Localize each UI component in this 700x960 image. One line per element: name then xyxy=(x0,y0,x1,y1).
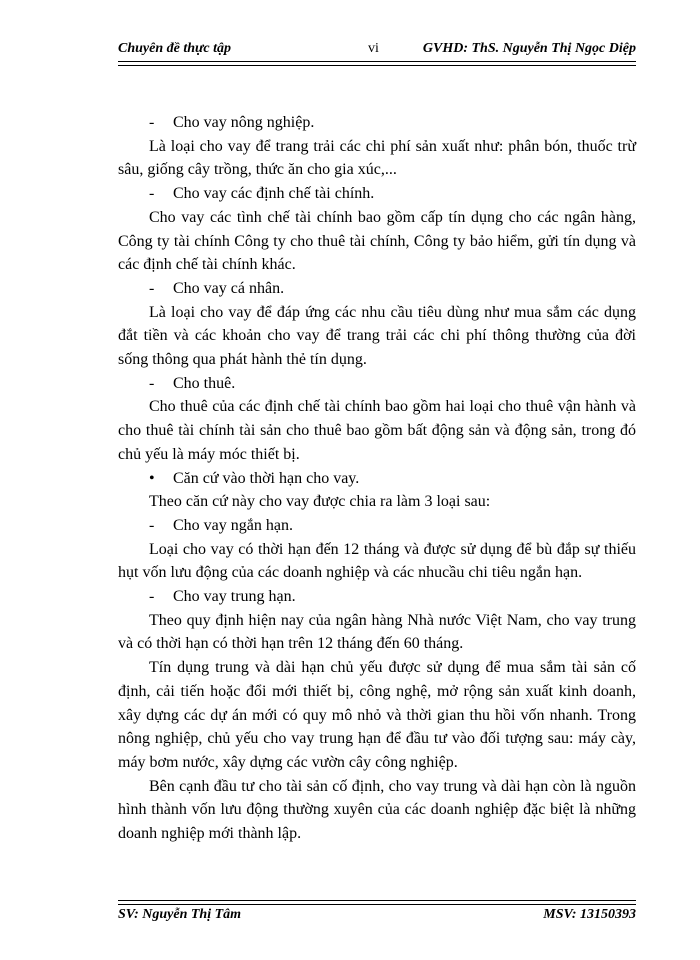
footer-student-name: SV: Nguyễn Thị Tâm xyxy=(118,907,242,922)
bullet-marker: • xyxy=(149,469,155,487)
page-header xyxy=(118,41,636,61)
body-paragraph: Theo căn cứ này cho vay được chia ra làm 3 loại sau: xyxy=(149,493,491,511)
header-supervisor: GVHD: ThS. Nguyễn Thị Ngọc Diệp xyxy=(422,41,636,56)
header-rule-bottom xyxy=(118,65,636,66)
document-body xyxy=(118,111,636,846)
dash-list-item xyxy=(118,182,636,206)
bullet-list-item xyxy=(118,467,636,491)
dash-list-item xyxy=(118,111,636,135)
list-item-text: Cho thuê. xyxy=(173,374,236,392)
footer-student-id: MSV: 13150393 xyxy=(543,907,636,922)
dash-list-item xyxy=(118,514,636,538)
page-footer xyxy=(118,907,636,927)
dash-marker: - xyxy=(149,279,155,297)
dash-list-item xyxy=(118,277,636,301)
dash-marker: - xyxy=(149,114,155,131)
body-paragraph: Là loại cho vay để trang trải các chi phí sản xuất như: phân bón, thuốc trừ sâu, giống cây trồng, thức ăn cho gia xúc,... xyxy=(118,137,636,179)
dash-marker: - xyxy=(149,588,155,606)
list-item-text: Cho vay trung hạn. xyxy=(173,588,296,606)
footer-rule-bottom xyxy=(118,904,636,905)
footer-rule-top xyxy=(118,900,636,901)
body-paragraph: Tín dụng trung và dài hạn chủ yếu được sử dụng để mua sắm tài sản cố định, cải tiến hoặc đổi mới thiết bị, công nghệ, mở rộng sản xuất kinh doanh, xây dựng các dự án mới có quy mô nhỏ và thời gian thu hồi vốn nhanh. Trong nông nghiệp, chủ yếu cho vay trung hạn để đầu tư vào đối tượng sau: máy cày, máy bơm nước, xây dựng các vườn cây công nghiệp. xyxy=(118,659,636,771)
page-number: vi xyxy=(368,41,379,56)
body-paragraph: Loại cho vay có thời hạn đến 12 tháng và được sử dụng để bù đắp sự thiếu hụt vốn lưu động của các doanh nghiệp và các nhucầu chi tiêu ngắn hạn. xyxy=(118,540,636,582)
dash-list-item xyxy=(118,372,636,396)
list-item-text: Cho vay các định chế tài chính. xyxy=(173,185,375,203)
list-item-text: Cho vay cá nhân. xyxy=(173,279,285,297)
dash-marker: - xyxy=(149,516,155,534)
dash-list-item xyxy=(118,585,636,609)
body-paragraph: Bên cạnh đầu tư cho tài sản cố định, cho vay trung và dài hạn còn là nguồn hình thành vốn lưu động thường xuyên của các doanh nghiệp đặc biệt là những doanh nghiệp mới thành lập. xyxy=(118,777,636,843)
dash-marker: - xyxy=(149,185,155,203)
dash-marker: - xyxy=(149,374,155,392)
body-paragraph: Là loại cho vay để đáp ứng các nhu cầu tiêu dùng như mua sắm các dụng đắt tiền và các khoản cho vay để trang trải các chi phí thông thường của đời sống thông qua phát hành thẻ tín dụng. xyxy=(118,303,636,369)
header-rule-top xyxy=(118,61,636,62)
header-document-title: Chuyên đề thực tập xyxy=(118,41,232,56)
list-item-text: Căn cứ vào thời hạn cho vay. xyxy=(173,469,360,487)
body-paragraph: Cho vay các tình chế tài chính bao gồm cấp tín dụng cho các ngân hàng, Công ty tài chính Công ty cho thuê tài chính, Công ty bảo hiểm, gửi tín dụng và các định chế tài chính khác. xyxy=(118,208,636,274)
list-item-text: Cho vay ngắn hạn. xyxy=(173,516,293,534)
body-paragraph: Cho thuê của các định chế tài chính bao gồm hai loại cho thuê vận hành và cho thuê tài chính tài sản cho thuê bao gồm bất động sản và động sản, trong đó chủ yếu là máy móc thiết bị. xyxy=(118,398,636,463)
body-paragraph: Theo quy định hiện nay của ngân hàng Nhà nước Việt Nam, cho vay trung và có thời hạn có thời hạn trên 12 tháng đến 60 tháng. xyxy=(118,611,636,653)
list-item-text: Cho vay nông nghiệp. xyxy=(173,114,315,131)
